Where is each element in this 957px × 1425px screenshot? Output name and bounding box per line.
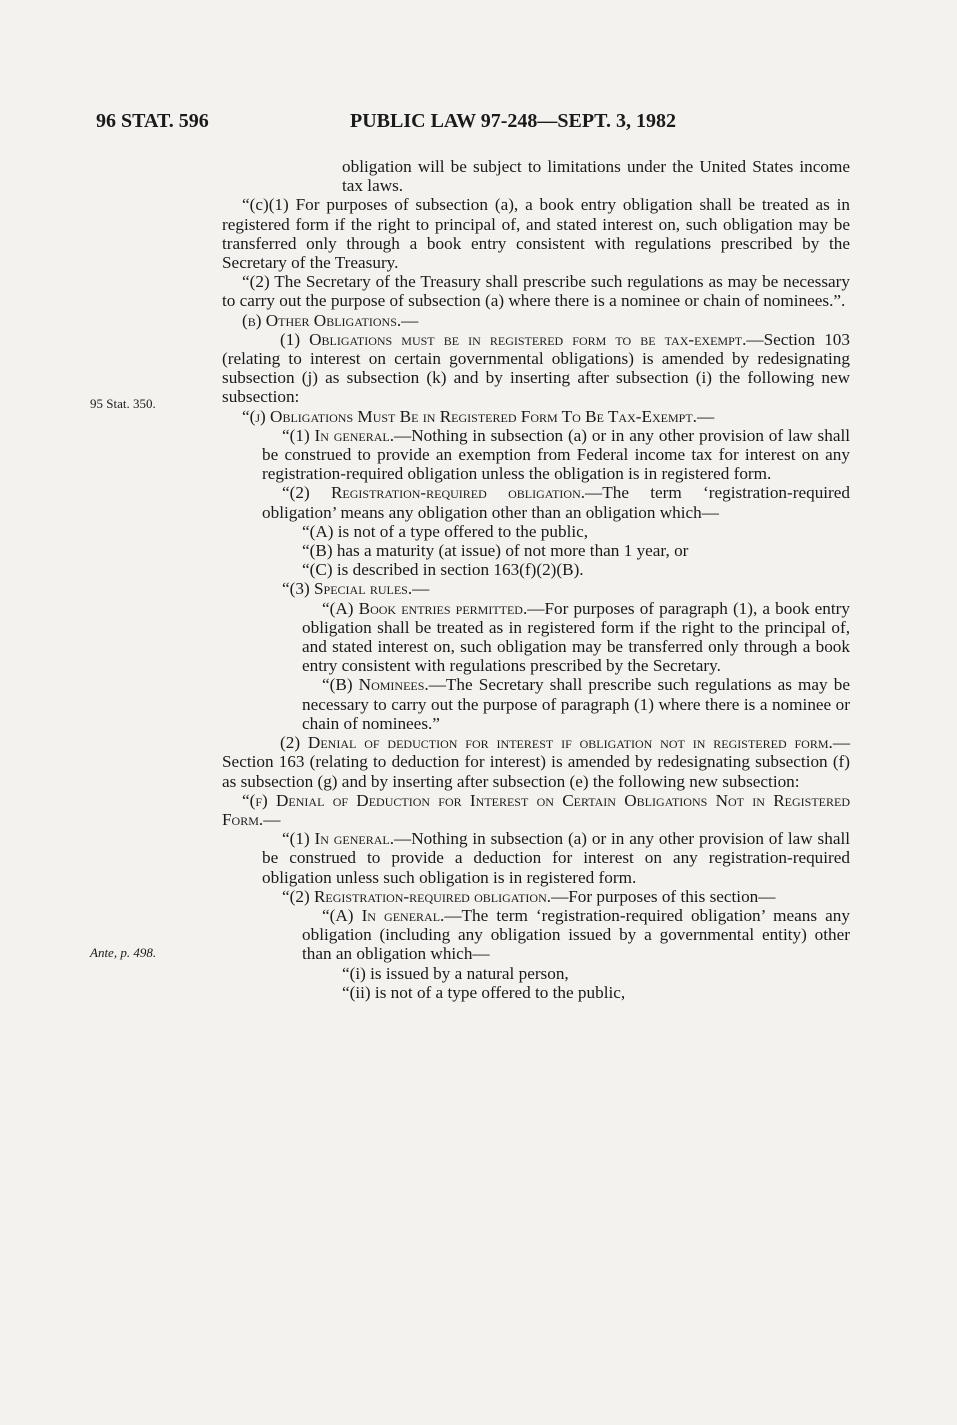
paragraph-j2 [222,483,850,521]
heading-b2: (2) Denial of deduction for interest if obligation not in registered form. [280,733,833,753]
paragraph-continuation: obligation will be subject to limitations under the United States income tax laws. [342,157,850,196]
paragraph-f1 [222,829,850,887]
heading-subsection-j: “(j) Obligations Must Be in Registered Form To Be Tax-Exempt.— [242,406,715,426]
paragraph-b2 [222,733,850,791]
heading-other-obligations: (b) Other Obligations.— [242,310,419,330]
paragraph-j1 [222,426,850,484]
paragraph-j3b [222,675,850,733]
text-j3a: —For purposes of paragraph (1), a book entry obligation shall be treated as in registered form if the right to the principal of, and stated interest on, such obligation may be transferred only through a book entry consistent with regulations prescribed by the Secretary. [302,598,850,676]
text-j2: —The term ‘registration-required obligation’ means any obligation other than an obligation which— [262,483,851,522]
text-j1: —Nothing in subsection (a) or in any other provision of law shall be construed to provide an exemption from Federal income tax for interest on any registration-required obligation unless the obligation is in registered form. [262,425,850,484]
page-title: PUBLIC LAW 97-248—SEPT. 3, 1982 [350,110,676,132]
paragraph-b1 [222,330,850,407]
heading-b1: (1) Obligations must be in registered form to be tax-exempt. [280,329,747,349]
document-body [222,157,850,1002]
heading-j3a: “(A) Book entries permitted. [322,598,528,618]
text-j3b: —The Secretary shall prescribe such regulations as may be necessary to carry out the purpose of paragraph (1) where there is a nominee or chain of nominees.” [302,675,850,733]
heading-j3: “(3) Special rules.— [282,579,430,599]
heading-subsection-f: “(f) Denial of Deduction for Interest on Certain Obligations Not in Registered Form.— [222,790,850,829]
margin-note-95-stat: 95 Stat. 350. [90,396,156,411]
item-f2a-i: “(i) is issued by a natural person, [342,963,569,983]
text-b2: —Section 163 (relating to deduction for interest) is amended by redesignating subsection (f) as subsection (g) and by inserting after subsection (e) the following new subsection: [222,733,850,791]
item-j2a: “(A) is not of a type offered to the public, [302,521,589,541]
item-j2c: “(C) is described in section 163(f)(2)(B). [302,560,584,580]
paragraph-f2a [222,906,850,964]
heading-f2a: “(A) In general. [322,905,445,925]
text-b1: —Section 103 (relating to interest on certain governmental obligations) is amended by redesignating subsection (j) as subsection (k) and by inserting after subsection (i) the following new subsection: [222,329,850,407]
margin-note-ante: Ante, p. 498. [90,945,157,960]
page-header [96,110,850,140]
stat-page-number: 96 STAT. 596 [96,110,209,132]
text-f2: —For purposes of this section— [551,886,776,906]
paragraph-j3a [222,599,850,676]
heading-f2: “(2) Registration-required obligation. [282,886,552,906]
heading-j1: “(1) In general. [282,425,395,445]
paragraph-c1: “(c)(1) For purposes of subsection (a), a book entry obligation shall be treated as in registered form if the right to principal of, and stated interest on, such obligation may be transferred only through a book entry consistent with regulations prescribed by the Secretary of the Treasury. [222,195,850,273]
paragraph-f2 [222,887,850,906]
heading-j3b: “(B) Nominees. [322,675,429,695]
paragraph-c2: “(2) The Secretary of the Treasury shall prescribe such regulations as may be necessary to carry out the purpose of subsection (a) where there is a nominee or chain of nominees.”. [222,272,850,311]
text-f2a: —The term ‘registration-required obligation’ means any obligation (including any obligation issued by a governmental entity) other than an obligation which— [302,905,850,964]
item-f2a-ii: “(ii) is not of a type offered to the public, [342,982,626,1002]
heading-f1: “(1) In general. [282,829,395,849]
text-f1: —Nothing in subsection (a) or in any other provision of law shall be construed to provide a deduction for interest on any registration-required obligation unless such obligation is in registered form. [262,829,850,887]
heading-j2: “(2) Registration-required obligation. [282,483,586,503]
item-j2b: “(B) has a maturity (at issue) of not more than 1 year, or [302,541,689,561]
